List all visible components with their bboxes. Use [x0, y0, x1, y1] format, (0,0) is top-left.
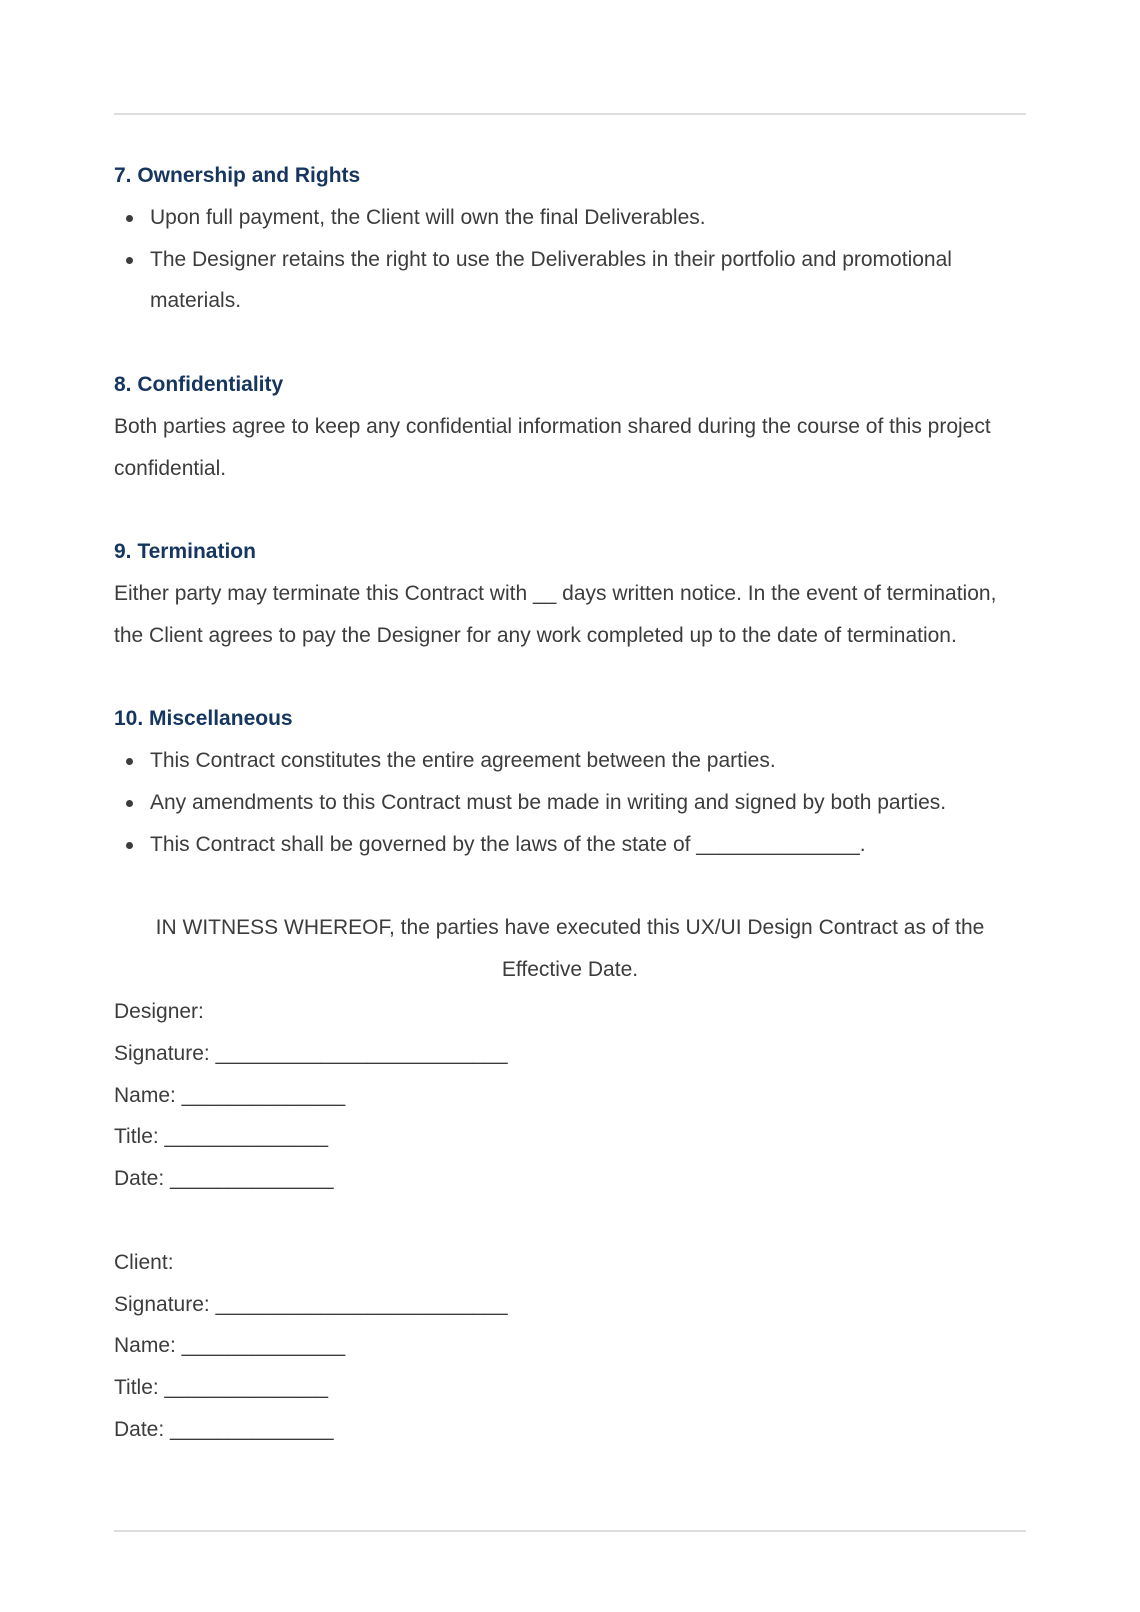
section-paragraph: Either party may terminate this Contract with __ days written notice. In the event of termination, the Client agrees to pay the Designer for any work completed up to the date of termination. [114, 581, 997, 647]
list-item: Any amendments to this Contract must be made in writing and signed by both parties. [114, 782, 1026, 824]
bullet-list [114, 740, 1026, 865]
client-date-field: Date: ______________ [114, 1417, 334, 1441]
designer-signature-block [114, 991, 1026, 1200]
client-name-field: Name: ______________ [114, 1334, 346, 1358]
witness-statement: IN WITNESS WHEREOF, the parties have executed this UX/UI Design Contract as of the Effective Date. [155, 916, 985, 982]
section-termination [114, 531, 1026, 656]
section-paragraph: Both parties agree to keep any confidential information shared during the course of this project confidential. [114, 414, 991, 480]
designer-signature-field: Signature: _________________________ [114, 1041, 508, 1065]
designer-name-field: Name: ______________ [114, 1083, 346, 1107]
top-divider [114, 113, 1026, 115]
section-confidentiality [114, 364, 1026, 489]
section-heading: 8. Confidentiality [114, 372, 284, 396]
list-item: The Designer retains the right to use the Deliverables in their portfolio and promotional materials. [114, 239, 1026, 323]
bottom-divider [114, 1530, 1026, 1532]
client-signature-field: Signature: _________________________ [114, 1292, 508, 1316]
designer-title-field: Title: ______________ [114, 1125, 329, 1149]
client-title-field: Title: ______________ [114, 1376, 329, 1400]
list-item: This Contract constitutes the entire agreement between the parties. [114, 740, 1026, 782]
client-label: Client: [114, 1250, 174, 1274]
section-miscellaneous [114, 698, 1026, 865]
list-item: Upon full payment, the Client will own the final Deliverables. [114, 197, 1026, 239]
client-signature-block [114, 1242, 1026, 1451]
document-body [114, 155, 1026, 1451]
section-heading: 9. Termination [114, 540, 256, 564]
section-heading: 7. Ownership and Rights [114, 164, 361, 187]
designer-date-field: Date: ______________ [114, 1167, 334, 1191]
designer-label: Designer: [114, 999, 204, 1023]
section-heading: 10. Miscellaneous [114, 707, 293, 731]
bullet-list [114, 197, 1026, 322]
list-item: This Contract shall be governed by the laws of the state of ______________. [114, 824, 1026, 866]
section-ownership [114, 155, 1026, 322]
